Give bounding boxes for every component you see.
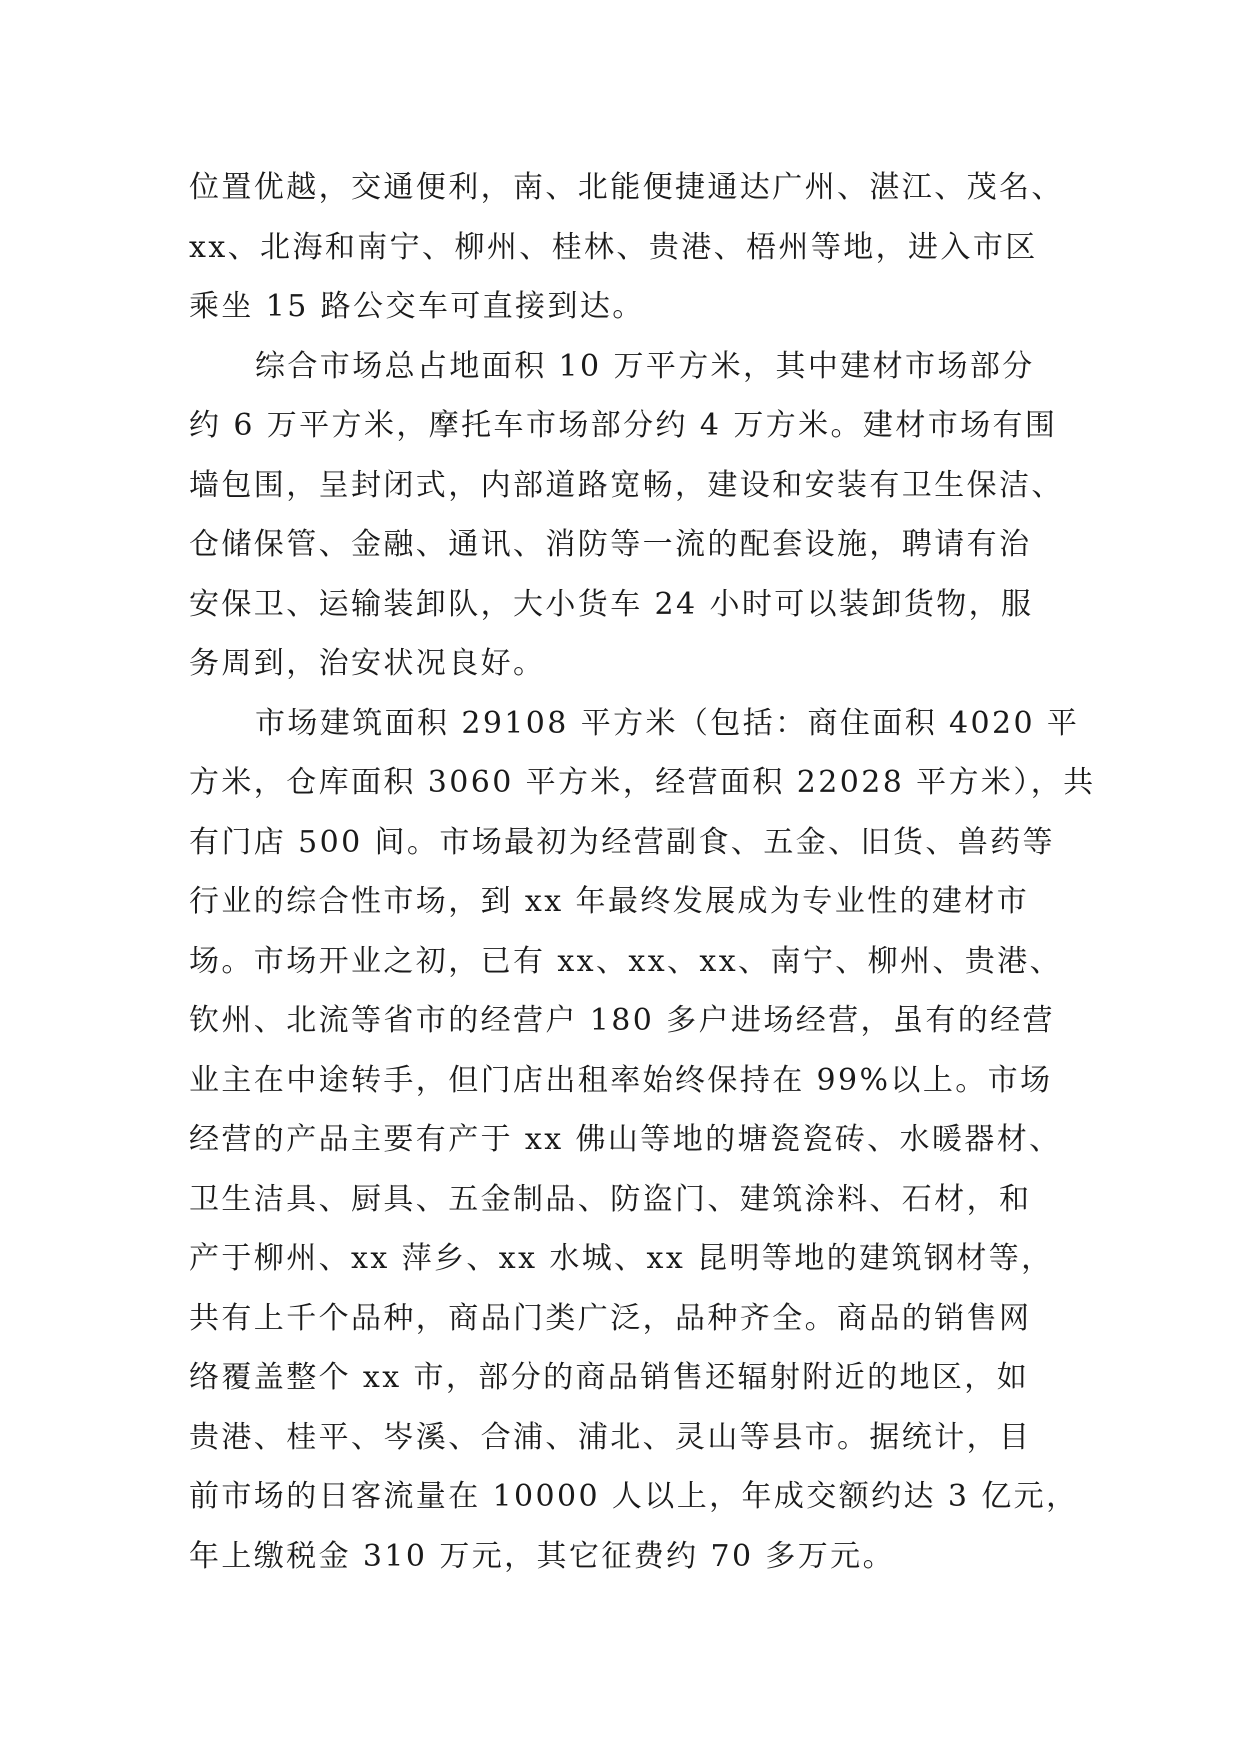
paragraph-start-line: 综合市场总占地面积 10 万平方米，其中建材市场部分 <box>255 348 1035 384</box>
text-line: 共有上千个品种，商品门类广泛，品种齐全。商品的销售网 <box>189 1300 1032 1336</box>
text-line: 有门店 500 间。市场最初为经营副食、五金、旧货、兽药等 <box>189 824 1055 860</box>
text-line: 业主在中途转手，但门店出租率始终保持在 99%以上。市场 <box>189 1062 1053 1098</box>
text-line: xx、北海和南宁、柳州、桂林、贵港、梧州等地，进入市区 <box>189 229 1038 265</box>
text-line: 位置优越，交通便利，南、北能便捷通达广州、湛江、茂名、 <box>189 170 1064 205</box>
text-line: 络覆盖整个 xx 市，部分的商品销售还辐射附近的地区，如 <box>189 1360 1030 1395</box>
text-line: 安保卫、运输装卸队，大小货车 24 小时可以装卸货物，服 <box>189 586 1034 622</box>
text-line: 乘坐 15 路公交车可直接到达。 <box>189 289 645 324</box>
body-text <box>189 158 1096 1586</box>
text-line: 墙包围，呈封闭式，内部道路宽畅，建设和安装有卫生保洁、 <box>189 467 1064 503</box>
text-line: 产于柳州、xx 萍乡、xx 水城、xx 昆明等地的建筑钢材等， <box>189 1241 1054 1276</box>
text-line: 前市场的日客流量在 10000 人以上，年成交额约达 3 亿元， <box>189 1479 1079 1514</box>
text-line: 经营的产品主要有产于 xx 佛山等地的塘瓷瓷砖、水暖器材、 <box>189 1122 1062 1157</box>
text-line: 行业的综合性市场，到 xx 年最终发展成为专业性的建材市 <box>189 884 1030 919</box>
text-line: 方米，仓库面积 3060 平方米，经营面积 22028 平方米），共 <box>189 765 1096 800</box>
paragraph-start-line: 市场建筑面积 29108 平方米（包括：商住面积 4020 平 <box>255 705 1080 741</box>
text-line: 贵港、桂平、岑溪、合浦、浦北、灵山等县市。据统计，目 <box>189 1419 1032 1455</box>
text-line: 仓储保管、金融、通讯、消防等一流的配套设施，聘请有治 <box>189 527 1032 562</box>
text-line: 卫生洁具、厨具、五金制品、防盗门、建筑涂料、石材，和 <box>189 1181 1032 1217</box>
text-line: 约 6 万平方米，摩托车市场部分约 4 万方米。建材市场有围 <box>189 408 1058 443</box>
text-line: 务周到，治安状况良好。 <box>189 646 546 681</box>
text-line: 场。市场开业之初，已有 xx、xx、xx、南宁、柳州、贵港、 <box>189 943 1063 979</box>
text-line: 钦州、北流等省市的经营户 180 多户进场经营，虽有的经营 <box>189 1003 1055 1038</box>
text-line: 年上缴税金 310 万元，其它征费约 70 多万元。 <box>189 1538 895 1574</box>
